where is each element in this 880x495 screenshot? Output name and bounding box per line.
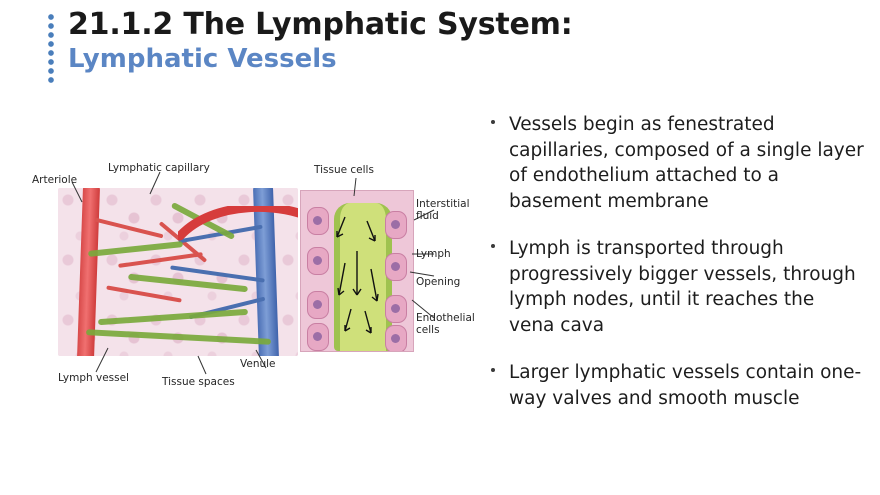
lymphatic-vessel-diagram: [30, 150, 480, 410]
list-item: [487, 236, 865, 338]
page-title: 21.1.2 The Lymphatic System:: [68, 7, 573, 42]
bullet-dot-icon: [491, 244, 495, 248]
label-tissue-cells: Tissue cells: [314, 164, 374, 176]
label-tissue-spaces: Tissue spaces: [162, 376, 235, 388]
bullet-dot-icon: [491, 368, 495, 372]
bullet-dot-icon: [491, 120, 495, 124]
bullet-list: [487, 112, 865, 411]
list-item-text: Lymph is transported through progressively bigger vessels, through lymph nodes, until it reaches the vena cava: [509, 238, 856, 336]
label-endothelial-cells-line2: cells: [416, 324, 440, 336]
fluid-flow-arrows-icon: [301, 191, 413, 351]
label-lymph: Lymph: [416, 248, 451, 260]
label-interstitial-fluid-line2: fluid: [416, 210, 439, 222]
label-endothelial-cells-line1: Endothelial: [416, 312, 475, 324]
dotted-accent-bar-icon: [48, 14, 56, 86]
label-opening: Opening: [416, 276, 461, 288]
list-item: [487, 360, 865, 411]
slide-title-block: [40, 8, 840, 74]
label-lymphatic-capillary: Lymphatic capillary: [108, 162, 210, 174]
list-item-text: Vessels begin as fenestrated capillaries, composed of a single layer of endothelium attached to a basement membrane: [509, 114, 864, 212]
list-item-text: Larger lymphatic vessels contain one-way valves and smooth muscle: [509, 362, 862, 409]
label-arteriole: Arteriole: [32, 174, 78, 186]
flow-arrow-icon: [178, 206, 298, 246]
label-lymph-vessel: Lymph vessel: [58, 372, 129, 384]
page-subtitle: Lymphatic Vessels: [68, 43, 337, 74]
list-item: [487, 112, 865, 214]
label-venule: Venule: [240, 358, 276, 370]
tissue-bed-illustration: [58, 188, 298, 356]
vessel-cross-section-illustration: [300, 190, 414, 352]
label-interstitial-fluid-line1: Interstitial: [416, 198, 470, 210]
